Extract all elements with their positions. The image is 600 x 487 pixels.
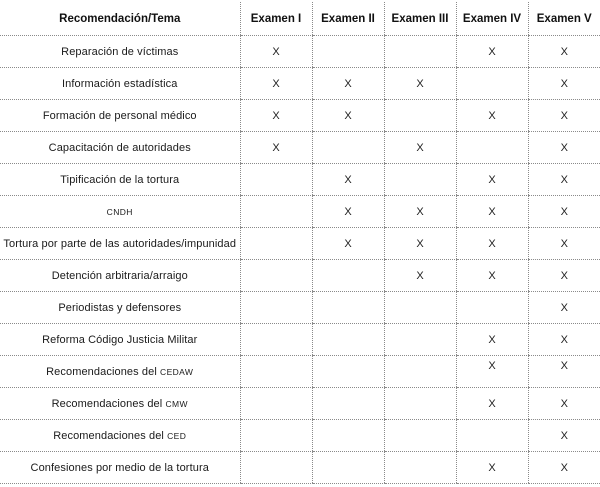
table-row [0,68,600,100]
header-exam-1: Examen I [240,2,312,36]
recommendations-table [0,2,600,484]
check-mark: X [488,397,496,410]
header-exam-4: Examen IV [456,2,528,36]
check-mark: X [488,205,496,218]
exam-3-cell [384,68,456,100]
exam-3-cell [384,420,456,452]
check-mark: X [488,461,496,474]
check-mark: X [560,397,568,410]
table-row [0,292,600,324]
exam-3-cell [384,388,456,420]
exam-5-cell [528,356,600,388]
check-mark: X [560,237,568,250]
check-mark: X [416,141,424,154]
exam-2-cell [312,68,384,100]
check-mark: X [560,461,568,474]
check-mark: X [488,109,496,122]
row-topic: Periodistas y defensores [0,292,240,324]
row-topic [0,196,240,228]
check-mark: X [488,45,496,58]
exam-4-cell [456,36,528,68]
exam-5-cell [528,324,600,356]
exam-2-cell [312,132,384,164]
table-row [0,100,600,132]
exam-3-cell [384,260,456,292]
exam-5-cell [528,420,600,452]
table-body [0,36,600,484]
check-mark: X [344,237,352,250]
row-topic: Capacitación de autoridades [0,132,240,164]
exam-5-cell [528,132,600,164]
row-topic: Tortura por parte de las autoridades/impunidad [0,228,240,260]
exam-5-cell [528,292,600,324]
exam-5-cell [528,260,600,292]
check-mark: X [416,77,424,90]
exam-1-cell [240,36,312,68]
check-mark: X [416,237,424,250]
table-row [0,228,600,260]
header-exam-3: Examen III [384,2,456,36]
header-topic: Recomendación/Tema [0,2,240,36]
check-mark: X [272,109,280,122]
table-row [0,260,600,292]
check-mark: X [560,359,568,372]
exam-2-cell [312,164,384,196]
exam-5-cell [528,100,600,132]
check-mark: X [272,141,280,154]
exam-2-cell [312,420,384,452]
check-mark: X [272,77,280,90]
topic-acronym: CEDAW [160,366,194,377]
exam-1-cell [240,228,312,260]
check-mark: X [560,269,568,282]
exam-3-cell [384,36,456,68]
exam-2-cell [312,260,384,292]
row-topic [0,356,240,388]
exam-2-cell [312,196,384,228]
exam-5-cell [528,164,600,196]
row-topic [0,388,240,420]
exam-4-cell [456,68,528,100]
exam-1-cell [240,356,312,388]
exam-5-cell [528,36,600,68]
exam-2-cell [312,324,384,356]
check-mark: X [560,141,568,154]
header-exam-5: Examen V [528,2,600,36]
row-topic: Confesiones por medio de la tortura [0,452,240,484]
topic-acronym: CED [167,430,187,441]
check-mark: X [272,45,280,58]
exam-3-cell [384,100,456,132]
exam-2-cell [312,228,384,260]
row-topic: Reforma Código Justicia Militar [0,324,240,356]
check-mark: X [344,173,352,186]
exam-5-cell [528,68,600,100]
table-row [0,324,600,356]
exam-3-cell [384,324,456,356]
exam-1-cell [240,292,312,324]
exam-1-cell [240,196,312,228]
exam-4-cell [456,420,528,452]
exam-3-cell [384,228,456,260]
check-mark: X [488,269,496,282]
check-mark: X [488,333,496,346]
header-row [0,2,600,36]
check-mark: X [560,205,568,218]
exam-2-cell [312,452,384,484]
check-mark: X [560,429,568,442]
exam-1-cell [240,68,312,100]
exam-4-cell [456,292,528,324]
check-mark: X [416,269,424,282]
exam-1-cell [240,132,312,164]
check-mark: X [416,205,424,218]
row-topic: Formación de personal médico [0,100,240,132]
topic-acronym: CMW [165,398,188,409]
check-mark: X [560,45,568,58]
exam-4-cell [456,324,528,356]
check-mark: X [344,77,352,90]
check-mark: X [488,237,496,250]
exam-5-cell [528,452,600,484]
exam-2-cell [312,356,384,388]
check-mark: X [560,301,568,314]
exam-1-cell [240,100,312,132]
exam-5-cell [528,196,600,228]
topic-text: Recomendaciones del [53,429,168,442]
table-row [0,388,600,420]
table-row [0,36,600,68]
check-mark: X [344,109,352,122]
table-row [0,196,600,228]
exam-4-cell [456,228,528,260]
exam-3-cell [384,356,456,388]
exam-1-cell [240,388,312,420]
exam-3-cell [384,196,456,228]
exam-3-cell [384,452,456,484]
check-mark: X [560,173,568,186]
exam-2-cell [312,100,384,132]
table-row [0,356,600,388]
exam-3-cell [384,164,456,196]
check-mark: X [344,205,352,218]
exam-4-cell [456,100,528,132]
exam-5-cell [528,388,600,420]
topic-acronym: CNDH [106,206,133,217]
exam-1-cell [240,324,312,356]
topic-text: Recomendaciones del [51,397,166,410]
table-row [0,132,600,164]
exam-4-cell [456,356,528,388]
row-topic [0,420,240,452]
row-topic: Información estadística [0,68,240,100]
exam-2-cell [312,292,384,324]
exam-4-cell [456,164,528,196]
exam-4-cell [456,132,528,164]
row-topic: Detención arbitraria/arraigo [0,260,240,292]
table-header [0,2,600,36]
exam-3-cell [384,132,456,164]
check-mark: X [488,359,496,372]
exam-4-cell [456,388,528,420]
exam-3-cell [384,292,456,324]
exam-5-cell [528,228,600,260]
row-topic: Tipificación de la tortura [0,164,240,196]
exam-4-cell [456,260,528,292]
check-mark: X [560,77,568,90]
exam-4-cell [456,452,528,484]
exam-1-cell [240,452,312,484]
row-topic: Reparación de víctimas [0,36,240,68]
topic-text: Recomendaciones del [46,365,161,378]
exam-2-cell [312,388,384,420]
table-row [0,164,600,196]
table-row [0,452,600,484]
check-mark: X [560,333,568,346]
exam-1-cell [240,164,312,196]
exam-1-cell [240,260,312,292]
check-mark: X [488,173,496,186]
check-mark: X [560,109,568,122]
exam-2-cell [312,36,384,68]
header-exam-2: Examen II [312,2,384,36]
table-row [0,420,600,452]
exam-4-cell [456,196,528,228]
exam-1-cell [240,420,312,452]
